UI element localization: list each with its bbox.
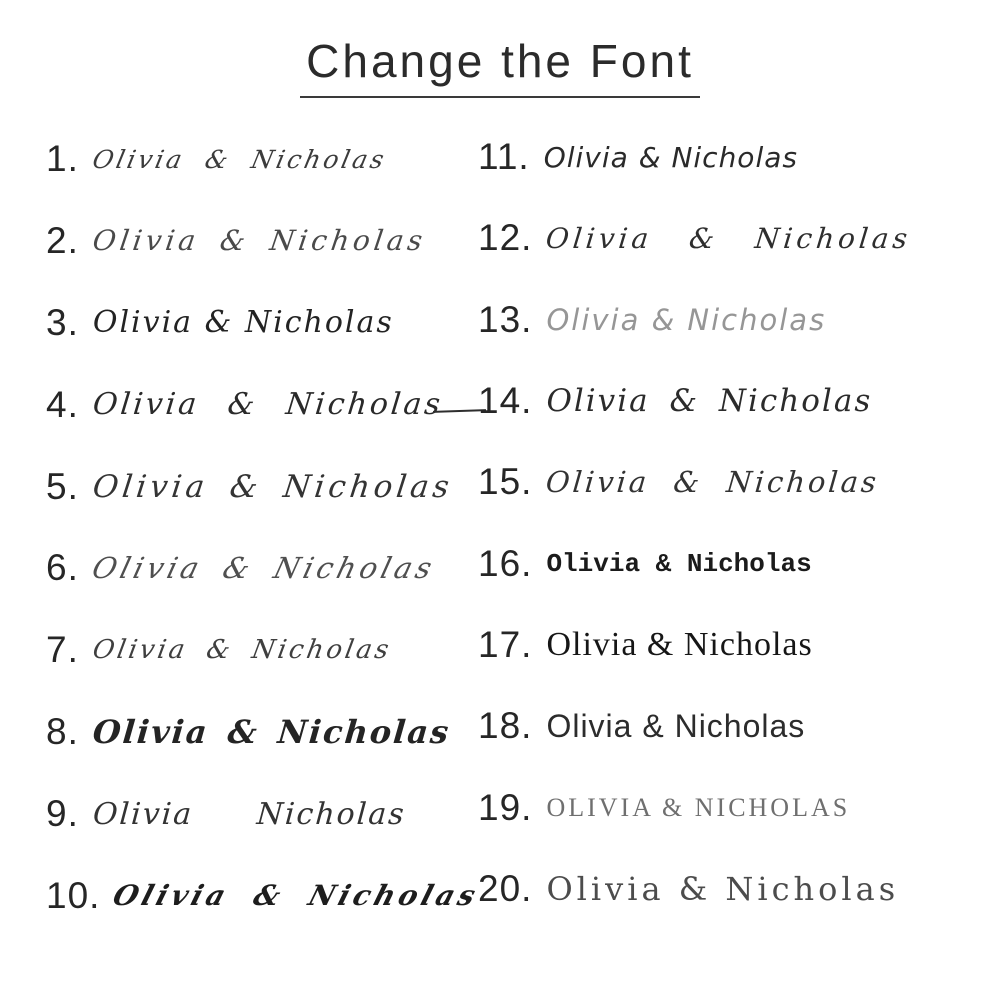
font-sample-row xyxy=(46,693,486,771)
font-sample-number: 4. xyxy=(46,383,79,425)
font-sample-number: 12. xyxy=(478,217,533,259)
font-sample-text: Olivia & Nicholas xyxy=(546,707,806,744)
font-list-left-column xyxy=(46,120,486,935)
font-sample-number: 19. xyxy=(478,786,533,828)
font-sample-number: 3. xyxy=(46,301,79,343)
font-sample-text: Olivia & Nicholas xyxy=(543,140,798,174)
font-sample-text: Olivia & Nicholas xyxy=(92,305,394,341)
font-sample-number: 7. xyxy=(46,629,79,671)
font-sample-row xyxy=(46,611,486,689)
font-list-right-column xyxy=(478,118,990,928)
font-sample-text: Olivia & Nicholas xyxy=(91,387,445,423)
font-sample-row xyxy=(46,202,486,280)
font-sample-number: 9. xyxy=(46,793,79,834)
font-sample-row xyxy=(46,366,486,444)
font-sample-text: Olivia & Nicholas xyxy=(546,302,827,337)
font-sample-row xyxy=(478,525,990,603)
font-sample-row xyxy=(478,281,990,359)
font-sample-row xyxy=(46,120,486,198)
header xyxy=(0,34,1000,98)
font-sample-row xyxy=(478,606,990,684)
font-sample-text: Olivia & Nicholas xyxy=(544,465,881,500)
font-sample-number: 14. xyxy=(478,379,533,421)
font-sample-row xyxy=(478,850,990,928)
font-sample-text: Olivia & Nicholas xyxy=(546,869,900,908)
font-sample-number: 1. xyxy=(46,138,79,179)
font-sample-text: Olivia & Nicholas xyxy=(546,382,873,419)
font-sample-text: Olivia & Nicholas xyxy=(546,625,813,663)
font-sample-row xyxy=(46,284,486,362)
font-sample-text: Olivia & Nicholas xyxy=(546,548,812,579)
font-sample-row xyxy=(478,687,990,765)
font-sample-text: Olivia & Nicholas xyxy=(89,144,390,174)
font-sample-number: 8. xyxy=(46,711,79,753)
font-sample-number: 5. xyxy=(46,465,79,507)
font-sample-row xyxy=(478,118,990,196)
font-sample-text: Olivia & Nicholas xyxy=(90,635,394,666)
font-sample-row xyxy=(478,443,990,521)
font-sample-number: 18. xyxy=(478,705,533,747)
font-sample-text: Olivia & Nicholas xyxy=(88,551,440,586)
font-sample-text: Olivia & Nicholas xyxy=(90,468,455,505)
font-sample-number: 17. xyxy=(478,623,533,665)
font-sample-row xyxy=(46,775,486,853)
font-sample-number: 10. xyxy=(46,874,101,916)
font-sample-row xyxy=(478,362,990,440)
font-sample-row xyxy=(478,769,990,847)
font-sample-row xyxy=(478,199,990,277)
font-sample-text: OLIVIA & NICHOLAS xyxy=(546,792,851,822)
font-sample-text: Olivia Nicholas xyxy=(91,796,407,832)
font-sample-row xyxy=(46,857,486,935)
font-sample-number: 6. xyxy=(46,547,79,589)
page-title: Change the Font xyxy=(300,34,700,98)
font-sample-text: Olivia & Nicholas xyxy=(91,713,452,752)
font-sample-number: 2. xyxy=(46,219,79,261)
font-sample-row xyxy=(46,529,486,607)
font-sample-number: 16. xyxy=(478,542,533,584)
font-sample-number: 15. xyxy=(478,461,533,503)
font-sample-text: Olivia & Nicholas xyxy=(544,221,914,255)
font-sample-text: Olivia & Nicholas xyxy=(109,879,484,913)
font-sample-text: Olivia & Nicholas xyxy=(90,224,429,258)
font-sample-number: 11. xyxy=(478,136,530,177)
font-sample-row xyxy=(46,448,486,526)
font-sample-number: 13. xyxy=(478,298,533,340)
font-sample-number: 20. xyxy=(478,867,533,909)
